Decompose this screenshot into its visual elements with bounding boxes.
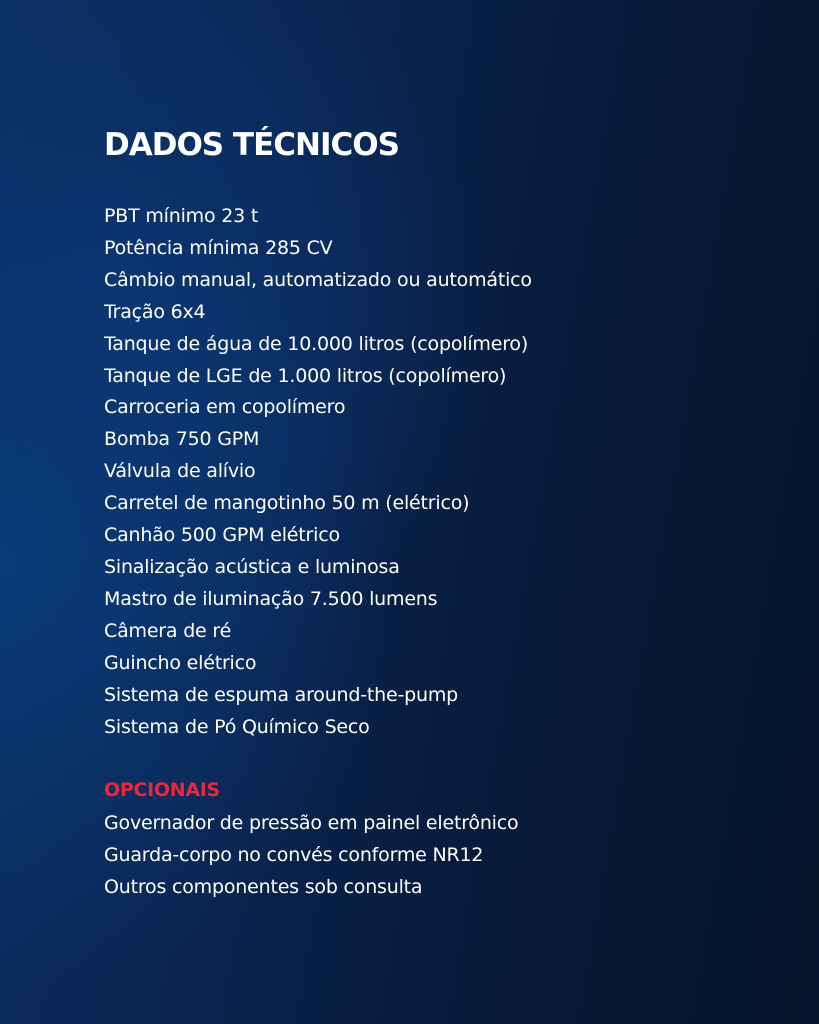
- spec-item: Câmera de ré: [104, 619, 232, 642]
- spec-item: Mastro de iluminação 7.500 lumens: [104, 587, 438, 610]
- spec-item: Guincho elétrico: [104, 651, 257, 674]
- spec-list: [104, 201, 532, 743]
- spec-item: Sistema de Pó Químico Seco: [104, 715, 370, 738]
- spec-item: Tanque de água de 10.000 litros (copolímero): [104, 332, 529, 355]
- spec-item: Tração 6x4: [104, 300, 206, 323]
- page-title: DADOS TÉCNICOS: [104, 127, 399, 163]
- spec-item: Tanque de LGE de 1.000 litros (copolímero): [104, 364, 507, 387]
- spec-item: Sistema de espuma around-the-pump: [104, 683, 459, 706]
- spec-item: Válvula de alívio: [104, 460, 256, 483]
- optional-item: Guarda-corpo no convés conforme NR12: [104, 843, 484, 866]
- spec-item: PBT mínimo 23 t: [104, 205, 259, 227]
- spec-item: Bomba 750 GPM: [104, 428, 260, 451]
- spec-item: Canhão 500 GPM elétrico: [104, 524, 340, 547]
- optional-item: Outros componentes sob consulta: [104, 875, 423, 898]
- spec-item: Carroceria em copolímero: [104, 396, 346, 419]
- optionals-list: [104, 808, 518, 904]
- spec-item: Carretel de mangotinho 50 m (elétrico): [104, 492, 470, 515]
- optionals-heading: OPCIONAIS: [104, 779, 220, 801]
- spec-item: Sinalização acústica e luminosa: [104, 555, 400, 578]
- optional-item: Governador de pressão em painel eletrônico: [104, 812, 519, 834]
- spec-item: Câmbio manual, automatizado ou automático: [104, 268, 532, 291]
- spec-item: Potência mínima 285 CV: [104, 236, 333, 259]
